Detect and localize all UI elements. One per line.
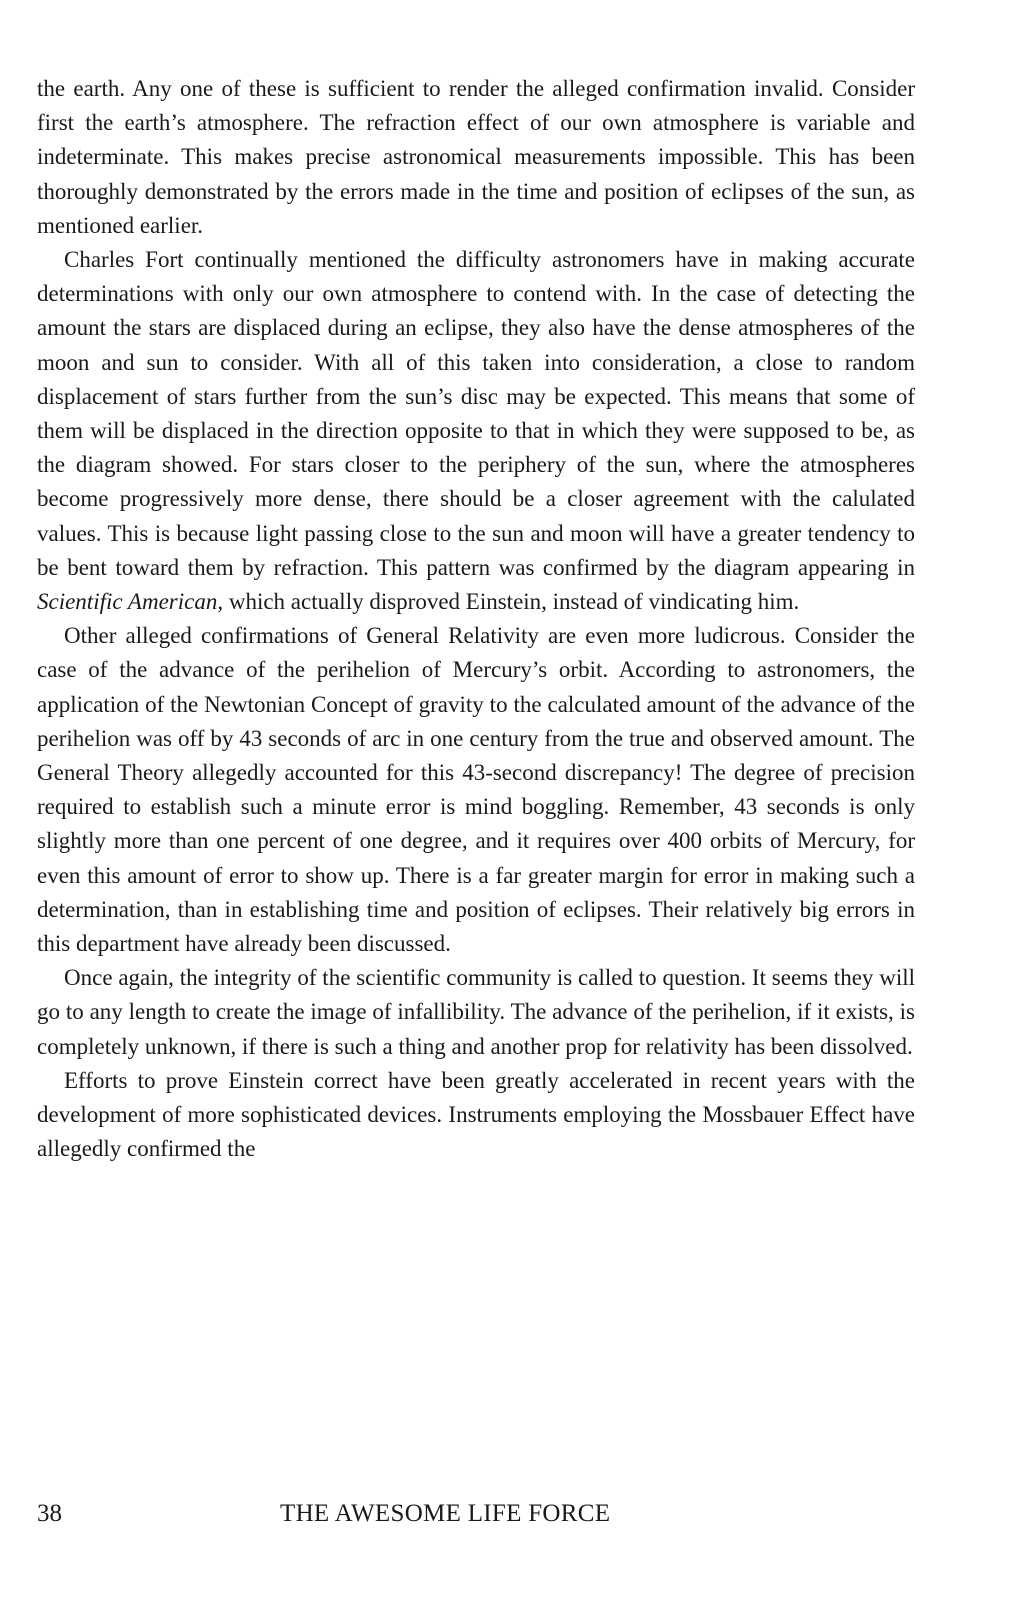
paragraph-2 (37, 243, 915, 619)
paragraph-4: Once again, the integrity of the scientific community is called to question. It seems they will go to any length to create the image of infallibility. The advance of the perihelion, if it exists, is completely unknown, if there is such a thing and another prop for relativity has been dissolved. (37, 965, 915, 1059)
page-number: 38 (37, 1500, 62, 1527)
running-title: THE AWESOME LIFE FORCE (280, 1500, 611, 1527)
paragraph-2-text-before: Charles Fort continually mentioned the difficulty astronomers have in making accurate determinations with only our own atmosphere to contend with. In the case of detecting the amount the stars are displaced during an eclipse, they also have the dense atmospheres of the moon and sun to consider. With all of this taken into consideration, a close to random displacement of stars further from the sun’s disc may be expected. This means that some of them will be displaced in the direction opposite to that in which they were supposed to be, as the diagram showed. For stars closer to the periphery of the sun, where the atmospheres become progressively more dense, there should be a closer agreement with the calulated values. This is because light passing close to the sun and moon will have a greater tendency to be bent toward them by refraction. This pattern was confirmed by the diagram appearing in (37, 247, 915, 580)
page-footer (37, 1500, 915, 1534)
paragraph-2-text-after: which actually disproved Einstein, instead of vindicating him. (223, 589, 800, 615)
paragraph-3: Other alleged confirmations of General Relativity are even more ludicrous. Consider the case of the advance of the perihelion of Mercury’s orbit. According to astronomers, the application of the Newtonian Concept of gravity to the calculated amount of the advance of the perihelion was off by 43 seconds of arc in one century from the true and observed amount. The General Theory allegedly accounted for this 43-second discrepancy! The degree of precision required to establish such a minute error is mind boggling. Remember, 43 seconds is only slightly more than one percent of one degree, and it requires over 400 orbits of Mercury, for even this amount of error to show up. There is a far greater margin for error in making such a determination, than in establishing time and position of eclipses. Their relatively big errors in this department have already been discussed. (37, 623, 915, 957)
page-body (37, 72, 915, 1167)
publication-title: Scientific American, (37, 589, 224, 615)
paragraph-1: the earth. Any one of these is sufficient to render the alleged confirmation invalid. Consider first the earth’s atmosphere. The refraction effect of our own atmosphere is variable and indeterminate. This makes precise astronomical measurements impossible. This has been thoroughly demonstrated by the errors made in the time and position of eclipses of the sun, as mentioned earlier. (37, 76, 915, 238)
paragraph-5: Efforts to prove Einstein correct have been greatly accelerated in recent years with the development of more sophisticated devices. Instruments employing the Mossbauer Effect have allegedly confirmed the (37, 1067, 915, 1162)
